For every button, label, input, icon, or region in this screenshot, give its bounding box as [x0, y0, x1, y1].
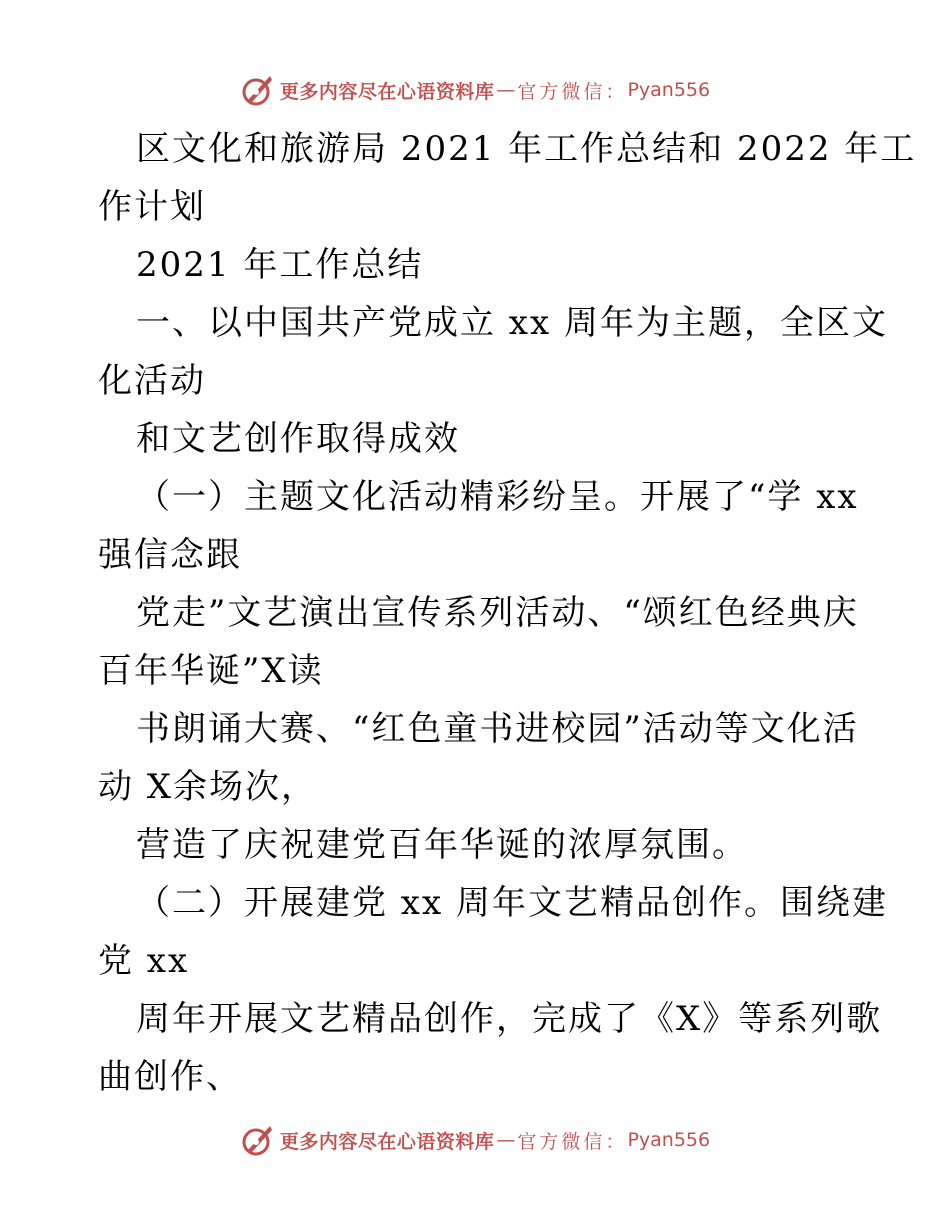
banner-dash: —	[496, 1129, 516, 1151]
banner-wechat-id: Pyan556	[627, 79, 711, 101]
banner-brand-text: 更多内容尽在心语资料库	[279, 80, 495, 103]
banner-wechat-label: 官方微信：	[517, 80, 628, 103]
paragraph-line: 百年华诞”X读	[98, 651, 324, 691]
paragraph-line: 和文艺创作取得成效	[136, 419, 460, 459]
paragraph-line: 党 xx	[98, 941, 190, 981]
paragraph-line: 党走”文艺演出宣传系列活动、“颂红色经典庆	[136, 593, 859, 633]
banner-wechat-label: 官方微信：	[517, 1130, 628, 1153]
paragraph-line: 营造了庆祝建党百年华诞的浓厚氛围。	[136, 825, 748, 865]
banner-wechat-id: Pyan556	[627, 1129, 711, 1151]
header-banner	[0, 70, 950, 110]
paragraph-line: 化活动	[98, 361, 206, 401]
title-line-1: 区文化和旅游局 2021 年工作总结和 2022 年工	[136, 129, 917, 169]
section-heading: 2021 年工作总结	[136, 245, 424, 285]
paragraph-line: （二）开展建党 xx 周年文艺精品创作。围绕建	[136, 883, 888, 923]
title-line-2: 作计划	[98, 187, 206, 227]
paragraph-line: 强信念跟	[98, 535, 242, 575]
paragraph-line: 一、以中国共产党成立 xx 周年为主题，全区文	[136, 303, 888, 343]
paragraph-line: 书朗诵大赛、“红色童书进校园”活动等文化活	[136, 709, 859, 749]
paragraph-line: （一）主题文化活动精彩纷呈。开展了“学 xx	[136, 477, 859, 517]
paragraph-line: 动 X余场次，	[98, 767, 318, 807]
quill-pen-logo-icon	[240, 72, 276, 108]
paragraph-line: 曲创作、	[98, 1057, 242, 1097]
document-body	[98, 120, 917, 1106]
paragraph-line: 周年开展文艺精品创作，完成了《X》等系列歌	[136, 999, 883, 1039]
quill-pen-logo-icon	[240, 1122, 276, 1158]
footer-banner	[0, 1120, 950, 1160]
banner-brand-text: 更多内容尽在心语资料库	[279, 1130, 495, 1153]
banner-dash: —	[496, 79, 516, 101]
